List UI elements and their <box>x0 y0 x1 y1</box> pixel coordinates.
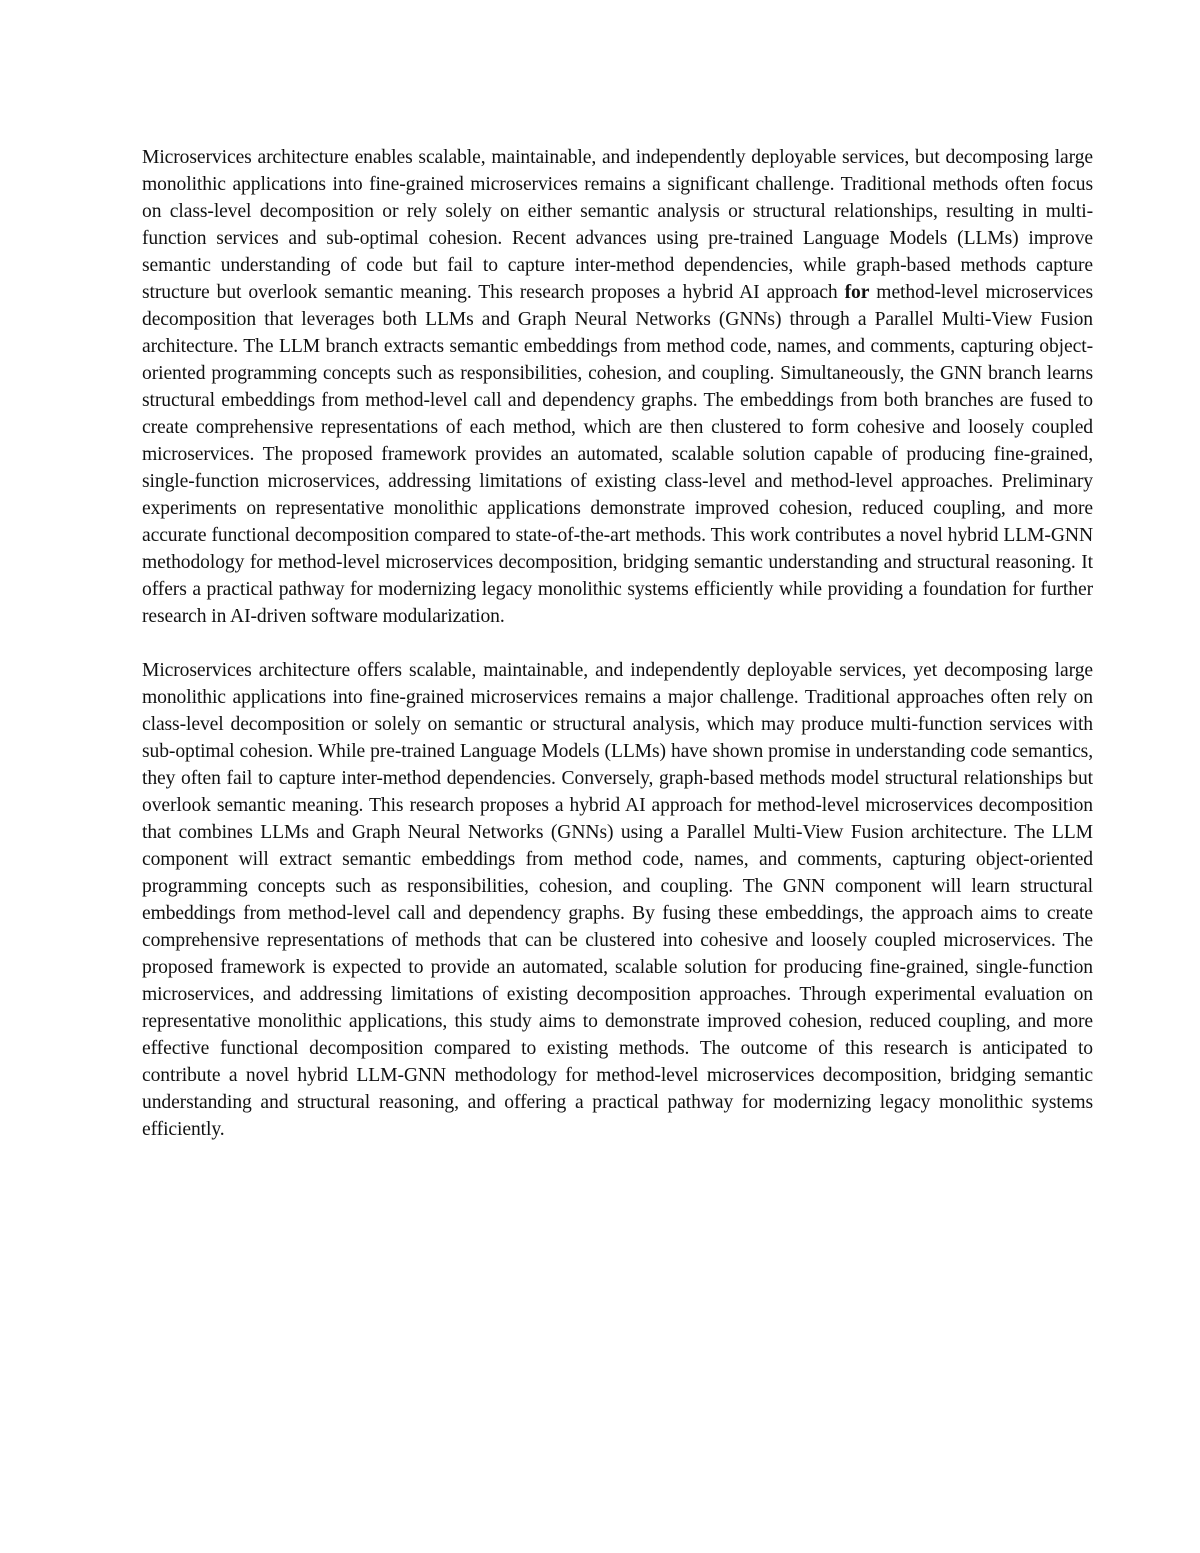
paragraph-1-text-a: Microservices architecture enables scalable, maintainable, and independently deployable services, but decomposing large monolithic applications into fine-grained microservices remains a significant challenge. Traditional methods often focus on class-level decomposition or rely solely on either semantic analysis or structural relationships, resulting in multi-function services and sub-optimal cohesion. Recent advances using pre-trained Language Models (LLMs) improve semantic understanding of code but fail to capture inter-method dependencies, while graph-based methods capture structure but overlook semantic meaning. This research proposes a hybrid AI approach <box>142 147 1093 303</box>
paragraph-1-text-b: method-level microservices decomposition that leverages both LLMs and Graph Neural Networks (GNNs) through a Parallel Multi-View Fusion architecture. The LLM branch extracts semantic embeddings from method code, names, and comments, capturing object-oriented programming concepts such as responsibilities, cohesion, and coupling. Simultaneously, the GNN branch learns structural embeddings from method-level call and dependency graphs. The embeddings from both branches are fused to create comprehensive representations of each method, which are then clustered to form cohesive and loosely coupled microservices. The proposed framework provides an automated, scalable solution capable of producing fine-grained, single-function microservices, addressing limitations of existing class-level and method-level approaches. Preliminary experiments on representative monolithic applications demonstrate improved cohesion, reduced coupling, and more accurate functional decomposition compared to state-of-the-art methods. This work contributes a novel hybrid LLM-GNN methodology for method-level microservices decomposition, bridging semantic understanding and structural reasoning. It offers a practical pathway for modernizing legacy monolithic systems efficiently while providing a foundation for further research in AI-driven software modularization. <box>142 282 1093 627</box>
paragraph-1-bold-word: for <box>844 282 870 303</box>
paragraph-1 <box>142 144 1093 630</box>
document-body <box>142 144 1093 1143</box>
paragraph-2: Microservices architecture offers scalable, maintainable, and independently deployable services, yet decomposing large monolithic applications into fine-grained microservices remains a major challenge. Traditional approaches often rely on class-level decomposition or solely on semantic or structural analysis, which may produce multi-function services with sub-optimal cohesion. While pre-trained Language Models (LLMs) have shown promise in understanding code semantics, they often fail to capture inter-method dependencies. Conversely, graph-based methods model structural relationships but overlook semantic meaning. This research proposes a hybrid AI approach for method-level microservices decomposition that combines LLMs and Graph Neural Networks (GNNs) using a Parallel Multi-View Fusion architecture. The LLM component will extract semantic embeddings from method code, names, and comments, capturing object-oriented programming concepts such as responsibilities, cohesion, and coupling. The GNN component will learn structural embeddings from method-level call and dependency graphs. By fusing these embeddings, the approach aims to create comprehensive representations of methods that can be clustered into cohesive and loosely coupled microservices. The proposed framework is expected to provide an automated, scalable solution for producing fine-grained, single-function microservices, and addressing limitations of existing decomposition approaches. Through experimental evaluation on representative monolithic applications, this study aims to demonstrate improved cohesion, reduced coupling, and more effective functional decomposition compared to existing methods. The outcome of this research is anticipated to contribute a novel hybrid LLM-GNN methodology for method-level microservices decomposition, bridging semantic understanding and structural reasoning, and offering a practical pathway for modernizing legacy monolithic systems efficiently. <box>142 660 1093 1140</box>
